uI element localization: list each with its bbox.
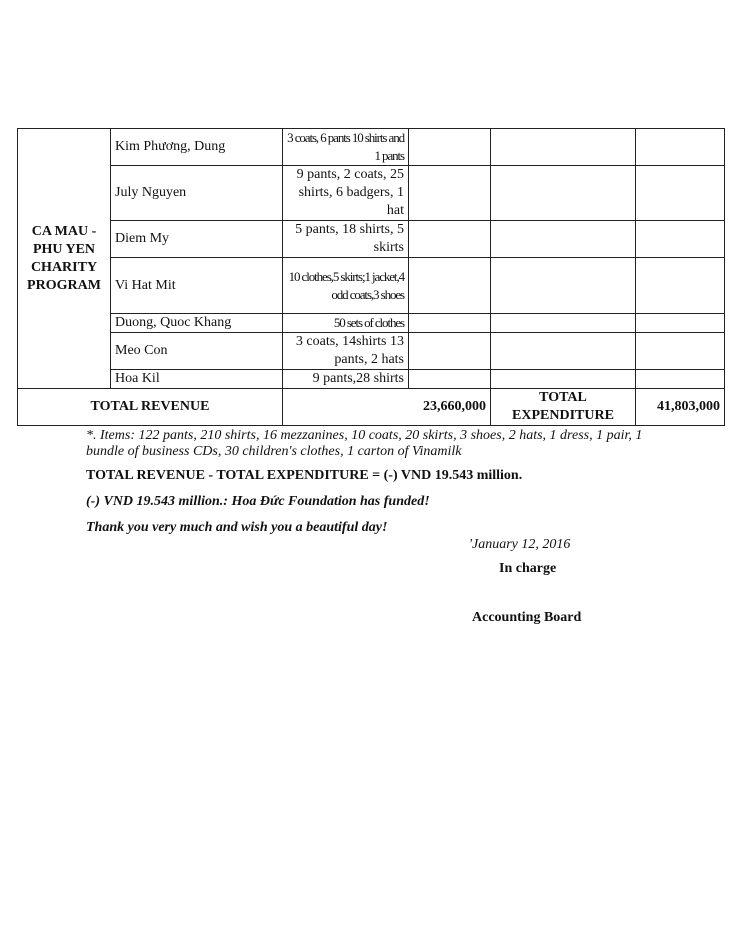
total-expenditure-value: 41,803,000: [636, 389, 725, 426]
empty-cell: [409, 129, 491, 166]
table-row: [18, 370, 725, 389]
empty-cell: [636, 314, 725, 333]
totals-row: [18, 389, 725, 426]
empty-cell: [491, 314, 636, 333]
donated-items: 10 clothes,5 skirts;1 jacket,4 odd coats,3 shoes: [283, 258, 409, 314]
empty-cell: [409, 370, 491, 389]
empty-cell: [491, 333, 636, 370]
empty-cell: [409, 166, 491, 221]
empty-cell: [636, 333, 725, 370]
donor-name: Duong, Quoc Khang: [111, 314, 283, 333]
notes-section: [86, 428, 646, 545]
empty-cell: [409, 333, 491, 370]
donated-items: 5 pants, 18 shirts, 5 skirts: [283, 221, 409, 258]
donor-name: July Nguyen: [111, 166, 283, 221]
total-revenue-label: TOTAL REVENUE: [18, 389, 283, 426]
donated-items: 9 pants,28 shirts: [283, 370, 409, 389]
donated-items: 9 pants, 2 coats, 25 shirts, 6 badgers, 1 hat: [283, 166, 409, 221]
thank-you-note: Thank you very much and wish you a beautiful day!: [86, 520, 388, 535]
donor-name: Hoa Kil: [111, 370, 283, 389]
accounting-board-label: Accounting Board: [472, 610, 582, 625]
empty-cell: [491, 221, 636, 258]
signature-date: 'January 12, 2016: [469, 537, 571, 552]
donor-name: Meo Con: [111, 333, 283, 370]
empty-cell: [491, 166, 636, 221]
donor-name: Vi Hat Mit: [111, 258, 283, 314]
donor-name: Diem My: [111, 221, 283, 258]
empty-cell: [491, 258, 636, 314]
table-row: [18, 258, 725, 314]
empty-cell: [409, 258, 491, 314]
empty-cell: [636, 370, 725, 389]
total-expenditure-label: TOTAL EXPENDITURE: [491, 389, 636, 426]
empty-cell: [491, 129, 636, 166]
empty-cell: [636, 221, 725, 258]
table-row: [18, 314, 725, 333]
table-row: [18, 166, 725, 221]
empty-cell: [636, 129, 725, 166]
program-name: CA MAU - PHU YEN CHARITY PROGRAM: [18, 129, 111, 389]
empty-cell: [409, 221, 491, 258]
items-footnote: *. Items: 122 pants, 210 shirts, 16 mezzanines, 10 coats, 20 skirts, 3 shoes, 2 hats, 1 dress, 1 pair, 1 bundle of business CDs, 30 children's clothes, 1 carton of Vinamilk: [86, 428, 643, 459]
total-revenue-value: 23,660,000: [283, 389, 491, 426]
empty-cell: [636, 258, 725, 314]
in-charge-label: In charge: [499, 561, 557, 576]
funding-note: (-) VND 19.543 million.: Hoa Đức Foundation has funded!: [86, 494, 430, 509]
donor-name: Kim Phương, Dung: [111, 129, 283, 166]
donated-items: 3 coats, 14shirts 13 pants, 2 hats: [283, 333, 409, 370]
donated-items: 50 sets of clothes: [283, 314, 409, 333]
empty-cell: [491, 370, 636, 389]
donated-items: 3 coats, 6 pants 10 shirts and 1 pants: [283, 129, 409, 166]
table-row: [18, 333, 725, 370]
empty-cell: [409, 314, 491, 333]
balance-summary: TOTAL REVENUE - TOTAL EXPENDITURE = (-) VND 19.543 million.: [86, 468, 523, 483]
empty-cell: [636, 166, 725, 221]
table-row: [18, 221, 725, 258]
donations-table: [17, 128, 725, 426]
table-row: [18, 129, 725, 166]
